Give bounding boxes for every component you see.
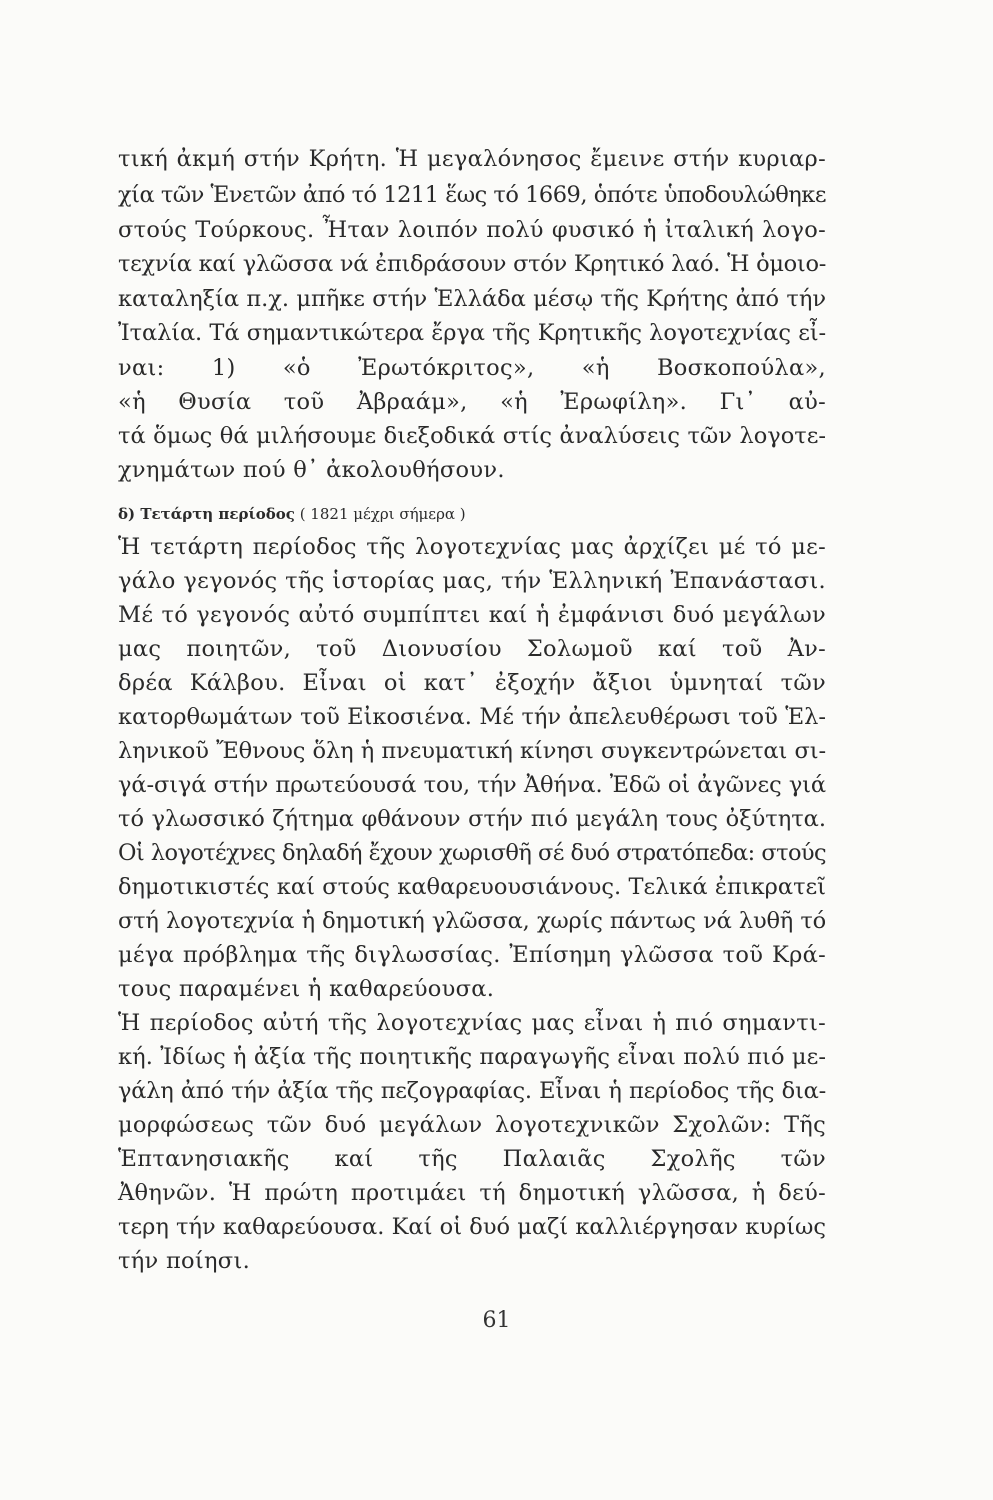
paragraph-2-line: τό γλωσσικό ζήτημα φθάνουν στήν πιό μεγάλη τους ὀξύτητα. xyxy=(118,806,826,832)
paragraph-3-line: τερη τήν καθαρεύουσα. Καί οἱ δυό μαζί καλλιέργησαν κυρίως xyxy=(118,1214,826,1240)
section-heading-dates: ( 1821 μέχρι σήμερα ) xyxy=(294,505,466,523)
paragraph-2-line: τους παραμένει ἡ καθαρεύουσα. xyxy=(118,976,495,1002)
paragraph-2-line: δημοτικιστές καί στούς καθαρευουσιάνους. Τελικά ἐπικρατεῖ xyxy=(118,874,826,900)
paragraph-1-line: τεχνία καί γλῶσσα νά ἐπιδράσουν στόν Κρητικό λαό. Ἡ ὁμοιο- xyxy=(118,251,826,277)
page-number: 61 xyxy=(482,1308,511,1333)
paragraph-3-line: γάλη ἀπό τήν ἀξία τῆς πεζογραφίας. Εἶναι ἡ περίοδος τῆς δια- xyxy=(118,1078,826,1104)
paragraph-3-line: τήν ποίησι. xyxy=(118,1248,251,1274)
paragraph-1-line: «ἡ Θυσία τοῦ Ἀβραάμ», «ἡ Ἐρωφίλη». Γι᾽ αὐ- xyxy=(118,389,826,415)
section-heading xyxy=(118,502,466,526)
paragraph-3-line: Ἡ περίοδος αὐτή τῆς λογοτεχνίας μας εἶναι ἡ πιό σημαντι- xyxy=(118,1010,826,1036)
paragraph-2-line: Ἡ τετάρτη περίοδος τῆς λογοτεχνίας μας ἀρχίζει μέ τό με- xyxy=(118,534,826,560)
paragraph-2-line: μέγα πρόβλημα τῆς διγλωσσίας. Ἐπίσημη γλῶσσα τοῦ Κρά- xyxy=(118,942,826,968)
paragraph-1-line: ναι: 1) «ὁ Ἐρωτόκριτος», «ἡ Βοσκοπούλα», xyxy=(118,355,826,381)
paragraph-1-line: τική ἀκμή στήν Κρήτη. Ἡ μεγαλόνησος ἔμεινε στήν κυριαρ- xyxy=(118,146,826,172)
paragraph-1-line: καταληξία π.χ. μπῆκε στήν Ἑλλάδα μέσῳ τῆς Κρήτης ἀπό τήν xyxy=(118,286,826,312)
section-heading-lead: δ) Τετάρτη περίοδος xyxy=(118,505,295,523)
paragraph-2-line: ληνικοῦ Ἔθνους ὅλη ἡ πνευματική κίνησι συγκεντρώνεται σι- xyxy=(118,738,826,764)
paragraph-2-line: στή λογοτεχνία ἡ δημοτική γλῶσσα, χωρίς πάντως νά λυθῆ τό xyxy=(118,908,826,934)
paragraph-3-line: Ἀθηνῶν. Ἡ πρώτη προτιμάει τή δημοτική γλῶσσα, ἡ δεύ- xyxy=(118,1180,826,1206)
paragraph-1-line: Ἰταλία. Τά σημαντικώτερα ἔργα τῆς Κρητικῆς λογοτεχνίας εἶ- xyxy=(118,320,826,346)
paragraph-2-line: γάλο γεγονός τῆς ἱστορίας μας, τήν Ἑλληνική Ἐπανάστασι. xyxy=(118,568,826,594)
paragraph-2-line: κατορθωμάτων τοῦ Εἰκοσιένα. Μέ τήν ἀπελευθέρωσι τοῦ Ἑλ- xyxy=(118,704,826,730)
paragraph-2-line: Οἱ λογοτέχνες δηλαδή ἔχουν χωρισθῆ σέ δυό στρατόπεδα: στούς xyxy=(118,840,826,866)
paragraph-1-line: χία τῶν Ἑνετῶν ἀπό τό 1211 ἕως τό 1669, ὁπότε ὑποδουλώθηκε xyxy=(118,182,826,208)
paragraph-2-line: δρέα Κάλβου. Εἶναι οἱ κατ᾽ ἐξοχήν ἄξιοι ὑμνηταί τῶν xyxy=(118,670,826,696)
paragraph-2-line: Μέ τό γεγονός αὐτό συμπίπτει καί ἡ ἐμφάνισι δυό μεγάλων xyxy=(118,602,826,628)
paragraph-3-line: μορφώσεως τῶν δυό μεγάλων λογοτεχνικῶν Σχολῶν: Τῆς xyxy=(118,1112,826,1138)
paragraph-2-line: γά-σιγά στήν πρωτεύουσά του, τήν Ἀθήνα. Ἐδῶ οἱ ἀγῶνες γιά xyxy=(118,772,826,798)
paragraph-3-line: Ἑπτανησιακῆς καί τῆς Παλαιᾶς Σχολῆς τῶν xyxy=(118,1146,826,1172)
paragraph-2-line: μας ποιητῶν, τοῦ Διονυσίου Σολωμοῦ καί τοῦ Ἀν- xyxy=(118,636,826,662)
paragraph-3-line: κή. Ἰδίως ἡ ἀξία τῆς ποιητικῆς παραγωγῆς εἶναι πολύ πιό με- xyxy=(118,1044,827,1070)
paragraph-1-line: στούς Τούρκους. Ἦταν λοιπόν πολύ φυσικό ἡ ἰταλική λογο- xyxy=(118,217,826,243)
paragraph-1-line: χνημάτων πού θ᾽ ἀκολουθήσουν. xyxy=(118,457,505,483)
paragraph-1-line: τά ὅμως θά μιλήσουμε διεξοδικά στίς ἀναλύσεις τῶν λογοτε- xyxy=(118,423,826,449)
